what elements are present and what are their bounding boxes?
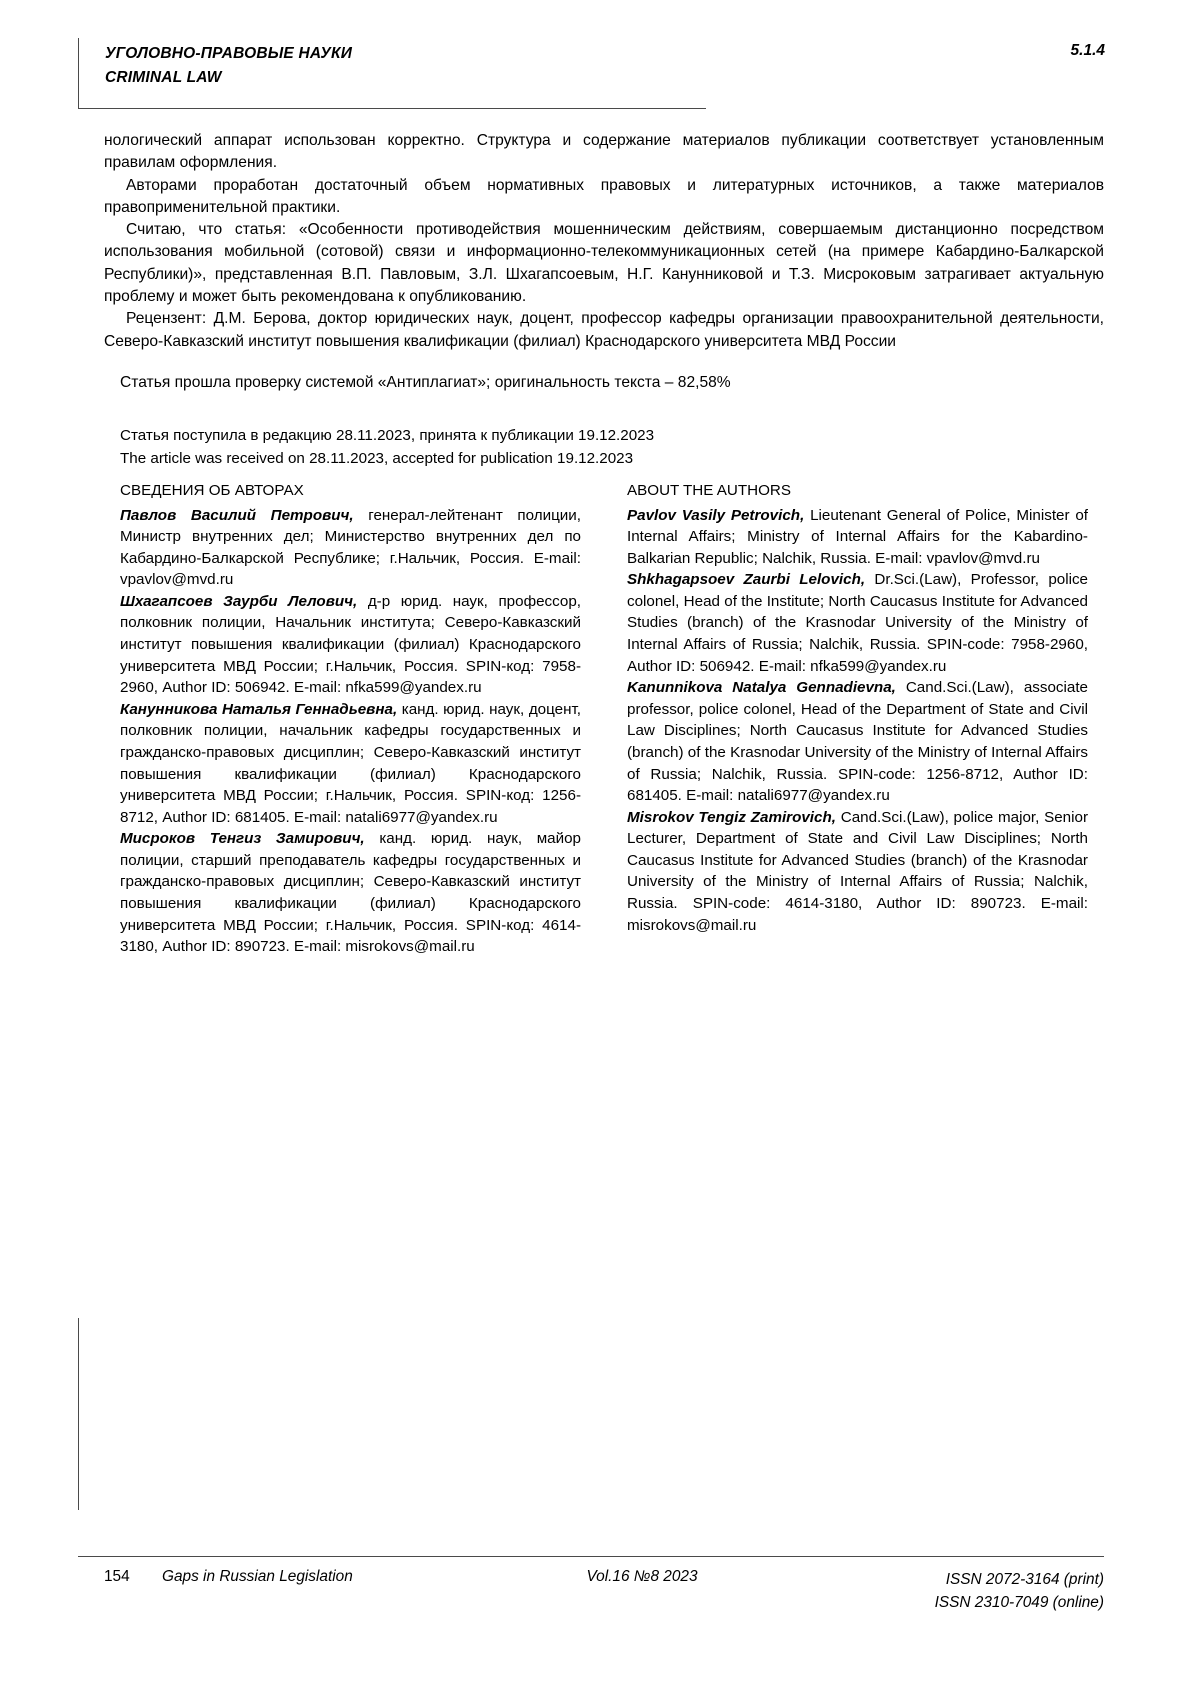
author-entry-ru-4	[120, 828, 581, 957]
running-head-section	[105, 42, 352, 90]
page-footer	[104, 1568, 1104, 1614]
author-entry-ru-3	[120, 699, 581, 828]
footer-vertical-rule	[78, 1318, 79, 1510]
review-paragraph-1: нологический аппарат использован корректно. Структура и содержание материалов публикации соответствует установленным правилам оформления.	[104, 132, 1104, 172]
author-name: Канунникова Наталья Геннадьевна,	[120, 700, 398, 718]
review-paragraph-3: Считаю, что статья: «Особенности противодействия мошенническим действиям, совершаемым дистанционно посредством использования мобильной (сотовой) связи и информационно-телекоммуникационных сетей (на примере Кабардино-Балкарской Республики)», представленная В.П. Павловым, З.Л. Шхагапсоевым, Н.Г. Канунниковой и Т.З. Мисроковым затрагивает актуальную проблему и может быть рекомендована к опубликованию.	[104, 221, 1104, 306]
author-name: Pavlov Vasily Petrovich,	[627, 506, 805, 524]
footer-horizontal-rule	[78, 1556, 1104, 1557]
footer-journal-title: Gaps in Russian Legislation	[162, 1568, 353, 1585]
authors-column-en	[627, 480, 1088, 958]
author-entry-ru-1	[120, 505, 581, 591]
running-head-code: 5.1.4	[1070, 42, 1105, 59]
publication-dates	[120, 425, 1104, 471]
author-name: Павлов Василий Петрович,	[120, 506, 354, 524]
author-name: Misrokov Tengiz Zamirovich,	[627, 808, 836, 826]
author-details: Dr.Sci.(Law), Professor, police colonel, Head of the Institute; North Caucasus Institute for Advanced Studies (branch) of the Krasnodar University of the Ministry of Internal Affairs of Russia; Nalchik, Russia. SPIN-code: 7958-2960, Author ID: 506942. E-mail: nfka599@yandex.ru	[627, 571, 1089, 675]
footer-issn	[792, 1568, 1104, 1614]
author-details: Cand.Sci.(Law), associate professor, police colonel, Head of the Department of State and Civil Law Disciplines; North Caucasus Institute for Advanced Studies (branch) of the Krasnodar University of the Ministry of Internal Affairs of Russia; Nalchik, Russia. SPIN-code: 1256-8712, Author ID: 681405. E-mail: natali6977@yandex.ru	[627, 679, 1088, 805]
author-details: генерал-лейтенант полиции, Министр внутренних дел; Министерство внутренних дел по Кабардино-Балкарской Республике; г.Нальчик, Россия. E-mail: vpavlov@mvd.ru	[120, 506, 581, 589]
author-name: Shkhagapsoev Zaurbi Lelovich,	[627, 571, 866, 589]
antiplagiat-note	[120, 372, 1104, 395]
author-details: канд. юрид. наук, доцент, полковник полиции, начальник кафедры государственных и гражданско-правовых дисциплин; Северо-Кавказский институт повышения квалификации (филиал) Краснодарского университета МВД России; г.Нальчик, Россия. SPIN-код: 1256-8712, Author ID: 681405. E-mail: natali6977@yandex.ru	[120, 700, 581, 826]
review-text	[104, 130, 1104, 353]
authors-columns	[120, 480, 1088, 958]
author-name: Мисроков Тенгиз Замирович,	[120, 830, 365, 848]
author-name: Kanunnikova Natalya Gennadievna,	[627, 679, 896, 697]
author-details: Lieutenant General of Police, Minister of Internal Affairs; Ministry of Internal Affairs for the Kabardino-Balkarian Republic; Nalchik, Russia. E-mail: vpavlov@mvd.ru	[627, 506, 1088, 567]
author-details: Cand.Sci.(Law), police major, Senior Lecturer, Department of State and Civil Law Disciplines; North Caucasus Institute for Advanced Studies (branch) of the Krasnodar University of the Ministry of Internal Affairs of Russia; Nalchik, Russia. SPIN-code: 4614-3180, Author ID: 890723. E-mail: misrokovs@mail.ru	[627, 808, 1089, 934]
author-entry-en-2	[627, 569, 1088, 677]
running-head-section-en: CRIMINAL LAW	[105, 69, 222, 87]
author-details: д-р юрид. наук, профессор, полковник полиции, Начальник института; Северо-Кавказский институт повышения квалификации (филиал) Краснодарского университета МВД России; г.Нальчик, Россия. SPIN-код: 7958-2960, Author ID: 506942. E-mail: nfka599@yandex.ru	[120, 592, 581, 697]
footer-issn-print: ISSN 2072-3164 (print)	[945, 1571, 1104, 1588]
review-paragraph-2: Авторами проработан достаточный объем нормативных правовых и литературных источников, а также материалов правоприменительной практики.	[104, 176, 1104, 216]
page-header	[105, 42, 1105, 90]
author-entry-en-1	[627, 505, 1088, 570]
author-details: канд. юрид. наук, майор полиции, старший преподаватель кафедры государственных и гражданско-правовых дисциплин; Северо-Кавказский институт повышения квалификации (филиал) Краснодарского университета МВД России; г.Нальчик, Россия. SPIN-код: 4614-3180, Author ID: 890723. E-mail: misrokovs@mail.ru	[120, 830, 581, 956]
author-entry-en-3	[627, 677, 1088, 806]
author-name: Шхагапсоев Заурби Лелович,	[120, 592, 358, 610]
header-horizontal-rule	[78, 108, 706, 109]
author-entry-ru-2	[120, 591, 581, 699]
header-vertical-rule	[78, 38, 79, 109]
footer-page-number: 154	[104, 1568, 130, 1585]
authors-column-ru	[120, 480, 581, 958]
author-entry-en-4	[627, 807, 1088, 936]
running-head-section-ru: УГОЛОВНО-ПРАВОВЫЕ НАУКИ	[105, 45, 353, 62]
received-date-ru: Статья поступила в редакцию 28.11.2023, принята к публикации 19.12.2023	[120, 427, 655, 444]
footer-volume-issue: Vol.16 №8 2023	[586, 1568, 698, 1585]
footer-issn-online: ISSN 2310-7049 (online)	[934, 1594, 1104, 1612]
review-paragraph-4: Рецензент: Д.М. Берова, доктор юридических наук, доцент, профессор кафедры организации правоохранительной деятельности, Северо-Кавказский институт повышения квалификации (филиал) Краснодарского университета МВД России	[104, 310, 1104, 350]
antiplagiat-text: Статья прошла проверку системой «Антиплагиат»; оригинальность текста – 82,58%	[120, 374, 731, 391]
received-date-en: The article was received on 28.11.2023, accepted for publication 19.12.2023	[120, 449, 634, 467]
authors-ru-title: СВЕДЕНИЯ ОБ АВТОРАХ	[120, 482, 304, 499]
authors-en-title: ABOUT THE AUTHORS	[627, 482, 791, 499]
